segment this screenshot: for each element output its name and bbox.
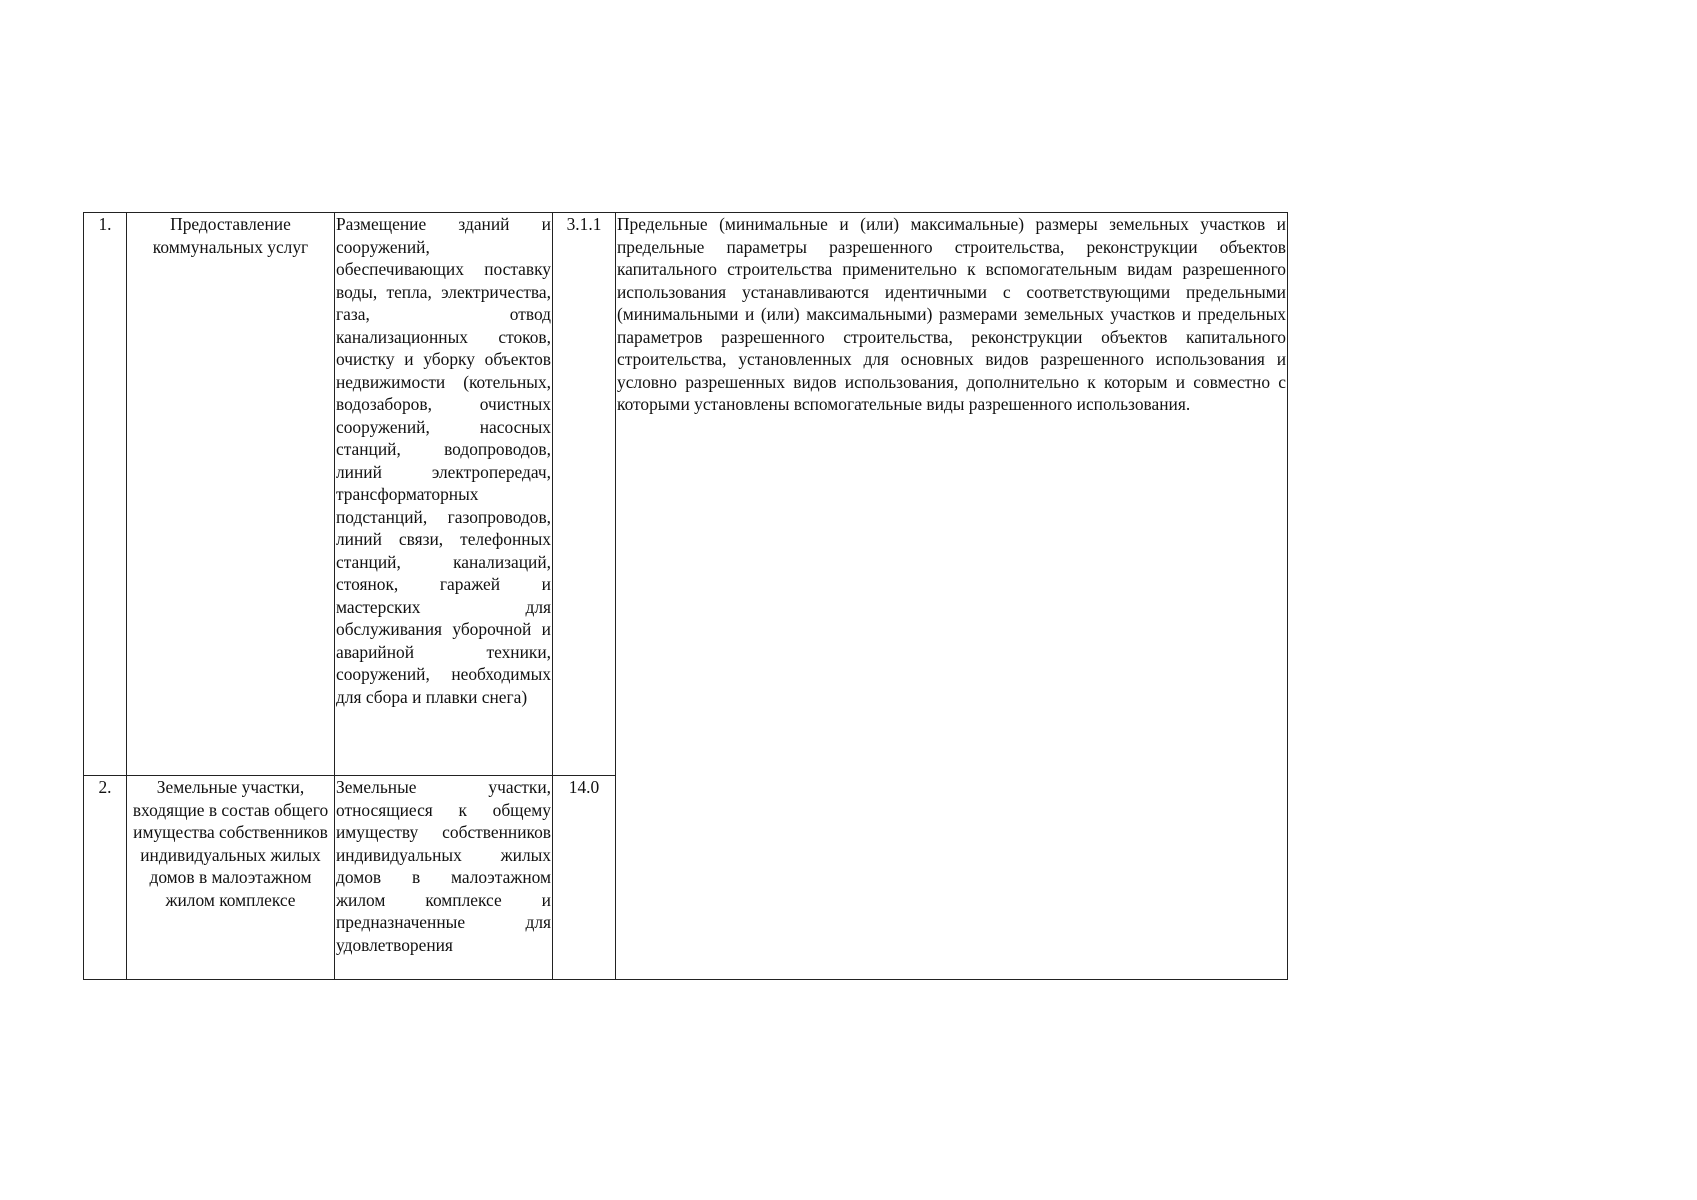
table-row	[84, 213, 1288, 776]
land-use-table	[83, 212, 1288, 980]
row-number: 1.	[84, 213, 127, 776]
use-type-code: 14.0	[553, 776, 616, 980]
use-type-code: 3.1.1	[553, 213, 616, 776]
use-type-name: Предоставление коммунальных услуг	[127, 213, 335, 776]
use-type-description: Земельные участки, относящиеся к общему имуществу собственников индивидуальных жилых домов в малоэтажном жилом комплексе и предназначенные для удовлетворения	[335, 776, 553, 980]
row-number: 2.	[84, 776, 127, 980]
use-type-name: Земельные участки, входящие в состав общего имущества собственников индивидуальных жилых домов в малоэтажном жилом комплексе	[127, 776, 335, 980]
limit-parameters-text: Предельные (минимальные и (или) максимальные) размеры земельных участков и предельные параметры разрешенного строительства, реконструкции объектов капитального строительства применительно к вспомогательным видам разрешенного использования устанавливаются идентичными с соответствующими предельными (минимальными и (или) максимальными) размерами земельных участков и предельных параметров разрешенного строительства, реконструкции объектов капитального строительства, установленных для основных видов разрешенного использования и условно разрешенных видов использования, дополнительно к которым и совместно с которыми установлены вспомогательные виды разрешенного использования.	[616, 213, 1288, 980]
use-type-description: Размещение зданий и сооружений, обеспечивающих поставку воды, тепла, электричества, газа, отвод канализационных стоков, очистку и уборку объектов недвижимости (котельных, водозаборов, очистных сооружений, насосных станций, водопроводов, линий электропередач, трансформаторных подстанций, газопроводов, линий связи, телефонных станций, канализаций, стоянок, гаражей и мастерских для обслуживания уборочной и аварийной техники, сооружений, необходимых для сбора и плавки снега)	[335, 213, 553, 776]
